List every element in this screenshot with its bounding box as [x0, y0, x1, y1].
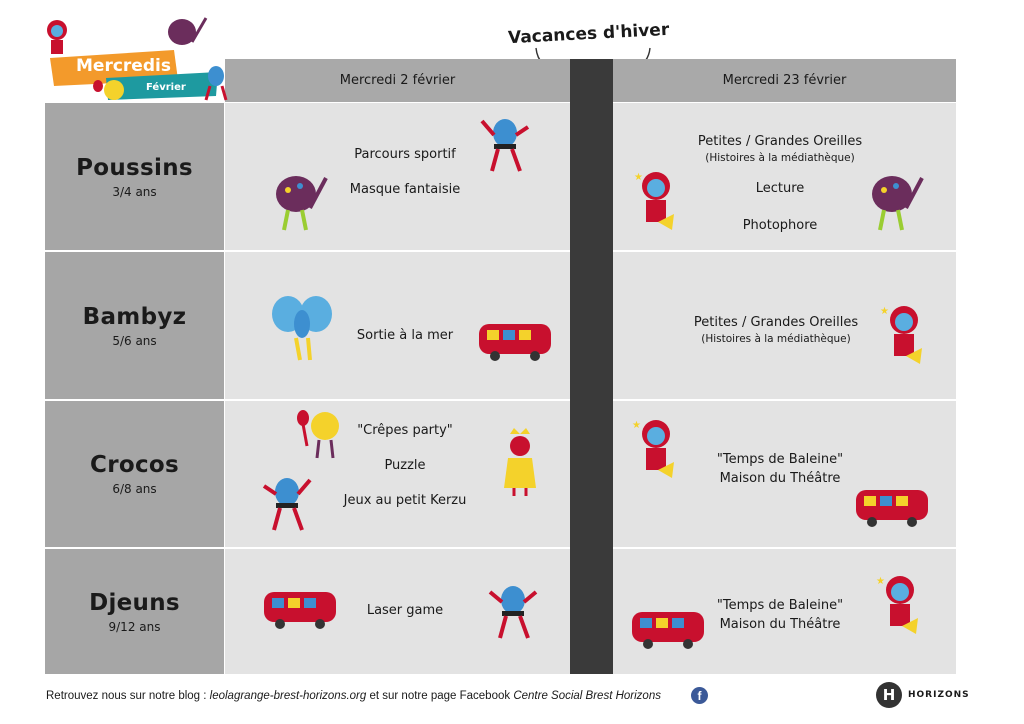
footer-middle: et sur notre page Facebook [366, 690, 514, 702]
activity-text: Masque fantaisie [349, 182, 461, 197]
activity-text: Sortie à la mer [356, 328, 454, 343]
horizons-logo-name: HORIZONS [908, 690, 970, 700]
activity-subtext: (Histoires à la médiathèque) [701, 333, 851, 345]
crepes-character-icon [92, 76, 128, 104]
blog-link[interactable]: leolagrange-brest-horizons.org [209, 690, 367, 702]
girl-character-icon [628, 416, 684, 488]
butterfly-character-icon [270, 290, 334, 366]
vacation-divider [570, 59, 613, 674]
group-name: Djeuns [89, 589, 180, 616]
group-age: 5/6 ans [112, 333, 157, 348]
bus-icon [852, 484, 932, 530]
group-age: 6/8 ans [112, 482, 157, 496]
activity-text: Maison du Théâtre [719, 471, 841, 486]
bus-icon [628, 606, 708, 652]
group-bambyz [45, 252, 224, 399]
queen-character-icon [500, 428, 540, 498]
group-age: 3/4 ans [112, 184, 157, 199]
activity-text: Petites / Grandes Oreilles [693, 315, 859, 330]
activity-text: Parcours sportif [354, 147, 456, 162]
group-name: Crocos [90, 452, 179, 478]
activity-text: Puzzle [384, 458, 426, 473]
footer-prefix: Retrouvez nous sur notre blog : [46, 690, 210, 702]
activity-text: Laser game [366, 603, 444, 618]
activity-text: Lecture [755, 181, 805, 196]
group-name: Bambyz [82, 303, 187, 330]
ninja-character-icon [262, 472, 312, 534]
painter-character-icon [866, 168, 928, 234]
ninja-character-icon [198, 62, 234, 102]
horizons-logo-icon: H [876, 682, 902, 708]
svg-text:★: ★ [634, 172, 643, 183]
ninja-character-icon [488, 580, 538, 642]
group-name: Poussins [76, 154, 193, 181]
bus-icon [260, 586, 340, 632]
group-djeuns [45, 549, 224, 674]
activity-text: "Crêpes party" [357, 423, 453, 438]
header-col2 [613, 59, 956, 102]
vacances-label: Vacances d'hiver [507, 19, 670, 49]
banner-subtitle: Février [146, 82, 186, 93]
header-col1-label: Mercredi 2 février [339, 73, 456, 88]
bus-icon [475, 318, 555, 364]
svg-text:★: ★ [880, 306, 889, 317]
activity-text: "Temps de Baleine" [716, 452, 844, 467]
activity-text: Petites / Grandes Oreilles [697, 134, 863, 149]
header-col2-label: Mercredi 23 février [722, 73, 847, 88]
activity-text: Maison du Théâtre [719, 617, 841, 632]
activity-text: Jeux au petit Kerzu [343, 493, 467, 508]
activity-subtext: (Histoires à la médiathèque) [705, 152, 855, 164]
activity-text: "Temps de Baleine" [716, 598, 844, 613]
ninja-character-icon [480, 113, 530, 175]
svg-text:★: ★ [632, 420, 641, 431]
facebook-page-link[interactable]: Centre Social Brest Horizons [513, 690, 661, 702]
crepes-character-icon [295, 406, 343, 462]
horizons-logo [876, 682, 970, 708]
activity-text: Photophore [742, 218, 818, 233]
girl-character-icon [876, 302, 932, 374]
footer-text [46, 690, 661, 702]
group-crocos [45, 401, 224, 547]
girl-character-icon [42, 18, 72, 58]
painter-character-icon [162, 14, 210, 54]
svg-text:★: ★ [876, 576, 885, 587]
girl-character-icon [872, 572, 928, 644]
group-age: 9/12 ans [108, 619, 161, 634]
banner-title: Mercredis [76, 56, 171, 76]
group-poussins [45, 103, 224, 250]
facebook-icon[interactable]: f [691, 687, 708, 704]
header-col1 [225, 59, 570, 102]
painter-character-icon [270, 168, 332, 234]
girl-character-icon [628, 168, 684, 240]
